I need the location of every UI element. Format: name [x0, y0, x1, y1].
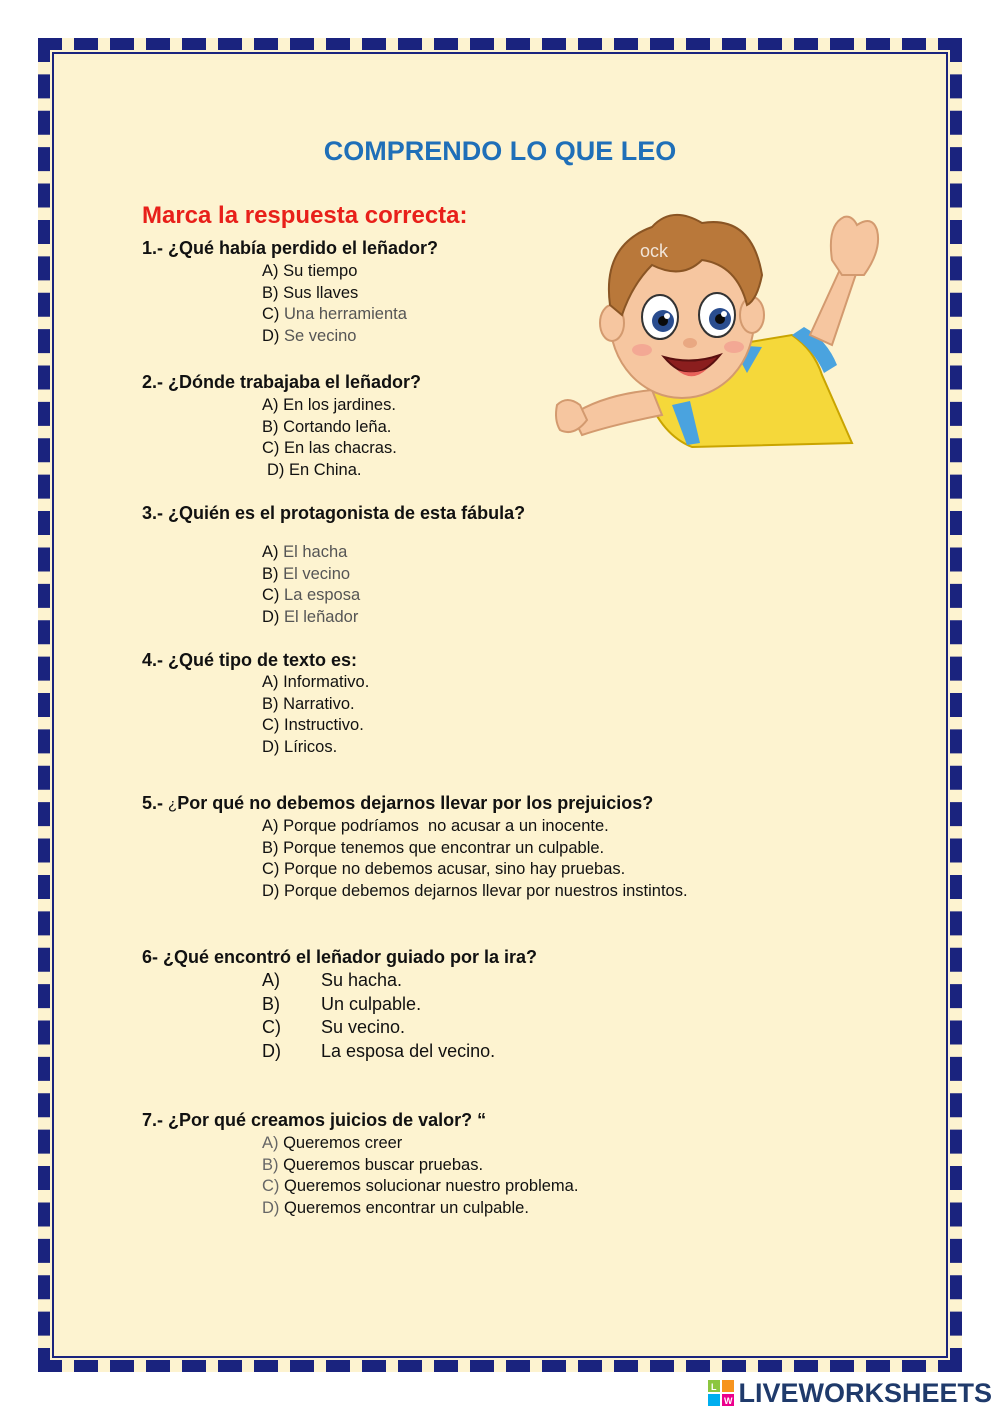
question-1-options [262, 261, 407, 347]
footer-brand-text: LIVEWORKSHEETS [738, 1377, 992, 1408]
question-4: 4.- ¿Qué tipo de texto es: [142, 650, 358, 670]
option-c[interactable]: C) En las chacras. [262, 439, 397, 457]
question-6-options [262, 969, 495, 1063]
watermark-text: ock [640, 241, 669, 261]
option-c[interactable]: C) Porque no debemos acusar, sino hay pruebas. [262, 860, 626, 878]
option-b[interactable]: B) Un culpable. [262, 993, 422, 1014]
question-6: 6- ¿Qué encontró el leñador guiado por la ira? [142, 947, 538, 967]
question-2: 2.- ¿Dónde trabajaba el leñador? [142, 372, 422, 392]
option-a[interactable]: A) En los jardines. [262, 396, 396, 414]
question-1: 1.- ¿Qué había perdido el leñador? [142, 238, 439, 258]
liveworksheets-logo-icon [708, 1380, 734, 1406]
option-b[interactable]: B) Sus llaves [262, 283, 359, 302]
option-b[interactable]: B) El vecino [262, 564, 351, 583]
question-4-options [262, 672, 369, 758]
option-a[interactable]: A) Queremos creer [262, 1134, 403, 1152]
option-d[interactable]: D) Se vecino [262, 326, 357, 345]
option-a[interactable]: A) Informativo. [262, 673, 370, 691]
option-d[interactable]: D) El leñador [262, 607, 359, 626]
option-c[interactable]: C) Instructivo. [262, 716, 364, 734]
option-d[interactable]: D) En China. [267, 460, 362, 479]
svg-text:L: L [711, 1382, 717, 1392]
option-a[interactable]: A) El hacha [262, 543, 348, 561]
question-7-options [262, 1133, 578, 1219]
question-2-options [262, 395, 397, 481]
option-c[interactable]: C) Su vecino. [262, 1017, 406, 1037]
option-b[interactable]: B) Narrativo. [262, 694, 355, 713]
instruction-heading: Marca la respuesta correcta: [142, 202, 468, 229]
option-a[interactable]: A) Su tiempo [262, 262, 358, 280]
question-3-options [262, 542, 360, 628]
option-d[interactable]: D) Queremos encontrar un culpable. [262, 1198, 529, 1217]
option-a[interactable]: A) Su hacha. [262, 970, 403, 990]
question-5-options [262, 816, 688, 902]
option-b[interactable]: B) Queremos buscar pruebas. [262, 1155, 484, 1174]
page-title: COMPRENDO LO QUE LEO [323, 136, 677, 166]
option-d[interactable]: D) Líricos. [262, 737, 338, 756]
svg-text:W: W [724, 1396, 733, 1406]
option-c[interactable]: C) Una herramienta [262, 305, 407, 323]
option-c[interactable]: C) La esposa [262, 586, 361, 604]
question-3: 3.- ¿Quién es el protagonista de esta fábula? [142, 503, 526, 523]
option-b[interactable]: B) Porque tenemos que encontrar un culpable. [262, 838, 605, 857]
cartoon-boy-illustration [552, 205, 882, 455]
footer-brand [708, 1378, 992, 1408]
question-7: 7.- ¿Por qué creamos juicios de valor? “ [142, 1110, 487, 1130]
option-d[interactable]: D) La esposa del vecino. [262, 1040, 496, 1061]
option-c[interactable]: C) Queremos solucionar nuestro problema. [262, 1177, 579, 1195]
option-d[interactable]: D) Porque debemos dejarnos llevar por nuestros instintos. [262, 881, 688, 900]
option-b[interactable]: B) Cortando leña. [262, 417, 392, 436]
question-5: 5.- ¿Por qué no debemos dejarnos llevar por los prejuicios? [142, 793, 654, 813]
option-a[interactable]: A) Porque podríamos no acusar a un inocente. [262, 817, 609, 835]
